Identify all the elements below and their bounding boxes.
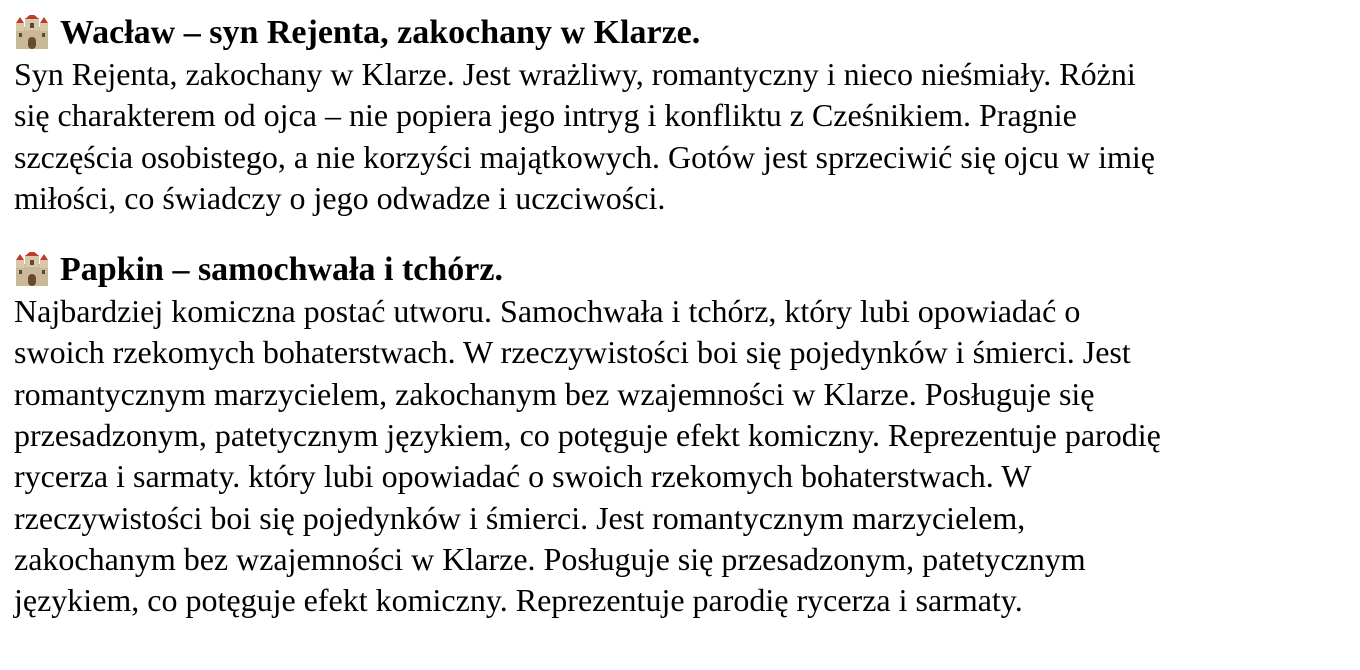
section-heading-text: Wacław – syn Rejenta, zakochany w Klarze. — [60, 14, 701, 51]
section-heading-text: Papkin – samochwała i tchórz. — [60, 251, 503, 289]
paragraph-line: rzeczywistości boi się pojedynków i śmierci. Jest romantycznym marzycielem, — [14, 499, 1026, 536]
paragraph-line: romantycznym marzycielem, zakochanym bez wzajemności w Klarze. Posługuje się — [14, 375, 1095, 412]
character-section-waclaw — [14, 12, 1360, 219]
paragraph-line: szczęścia osobistego, a nie korzyści majątkowych. Gotów jest sprzeciwić się ojcu w imię — [14, 138, 1155, 175]
character-section-papkin — [14, 249, 1360, 621]
paragraph-line: swoich rzekomych bohaterstwach. W rzeczywistości boi się pojedynków i śmierci. Jest — [14, 334, 1131, 371]
castle-icon — [14, 15, 50, 51]
paragraph-line: przesadzonym, patetycznym językiem, co potęguje efekt komiczny. Reprezentuje parodię — [14, 417, 1161, 454]
paragraph-line: Najbardziej komiczna postać utworu. Samochwała i tchórz, który lubi opowiadać o — [14, 293, 1081, 330]
section-heading — [14, 249, 1360, 291]
section-paragraph — [14, 54, 1344, 219]
castle-icon — [14, 252, 50, 288]
paragraph-line: zakochanym bez wzajemności w Klarze. Posługuje się przesadzonym, patetycznym — [14, 540, 1086, 577]
section-paragraph — [14, 291, 1344, 621]
paragraph-line: rycerza i sarmaty. który lubi opowiadać o swoich rzekomych bohaterstwach. W — [14, 458, 1032, 495]
paragraph-line: językiem, co potęguje efekt komiczny. Reprezentuje parodię rycerza i sarmaty. — [14, 582, 1023, 619]
paragraph-line: się charakterem od ojca – nie popiera jego intryg i konfliktu z Cześnikiem. Pragnie — [14, 97, 1077, 134]
section-heading — [14, 12, 1360, 54]
paragraph-line: miłości, co świadczy o jego odwadze i uczciwości. — [14, 179, 666, 216]
paragraph-line: Syn Rejenta, zakochany w Klarze. Jest wrażliwy, romantyczny i nieco nieśmiały. Różni — [14, 56, 1136, 92]
